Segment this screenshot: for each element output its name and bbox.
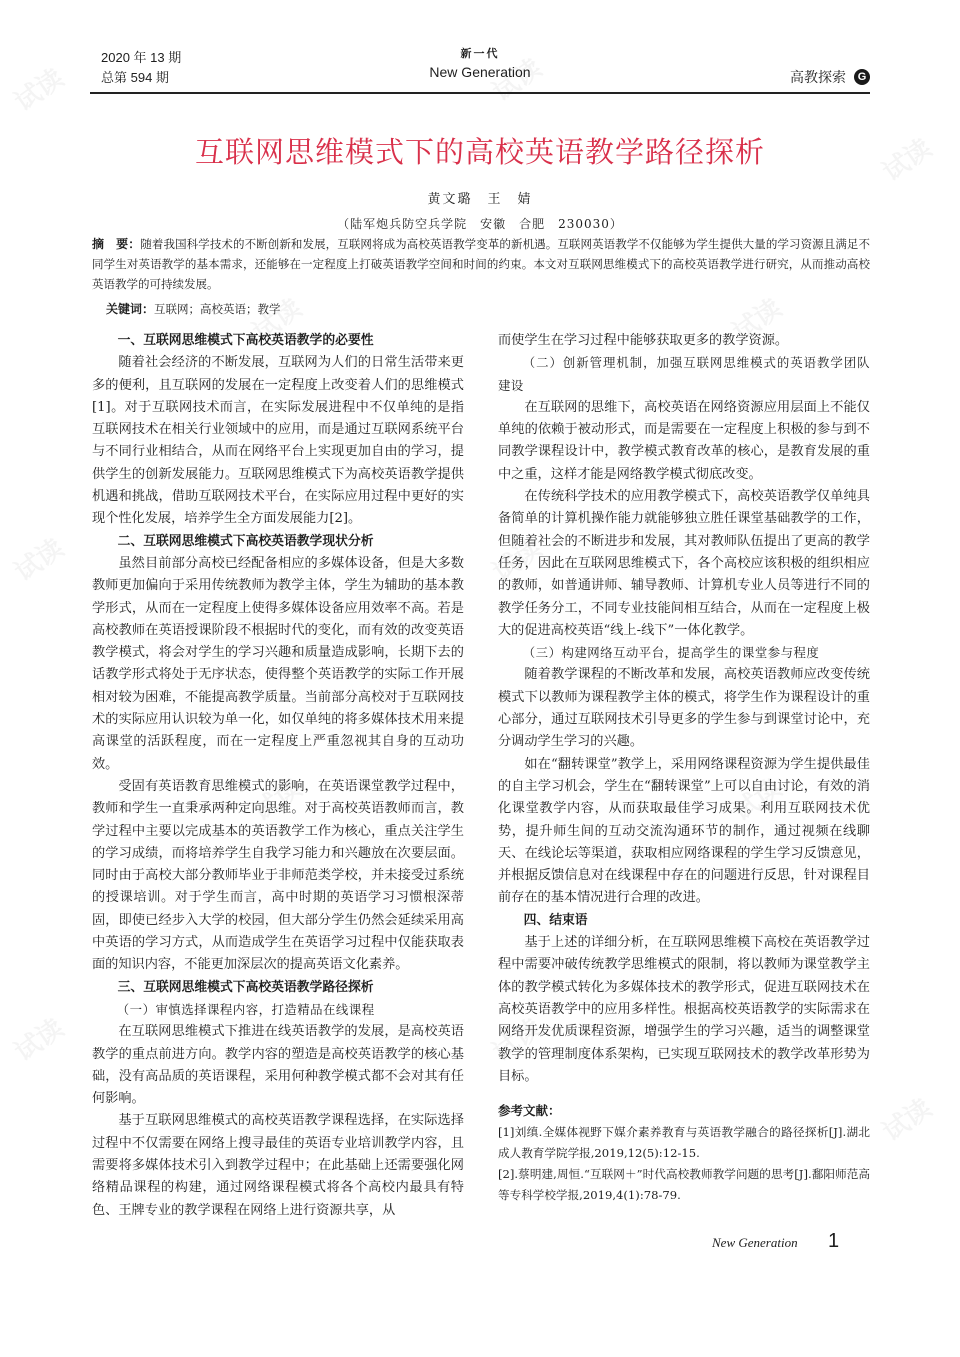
paragraph: 基于上述的详细分析，在互联网思维模下高校在英语教学过程中需要冲破传统教学思维模式的限制，将以教师为课堂教学主体的教学模式转化为多媒体技术的教学形式，促进互联网技术在高校英语教学中的应用多样性。根据高校英语教学的实际需求在网络开发优质课程资源，增强学生的学习兴趣，适当的调整课堂教学的管理制度体系架构，已实现互联网技术的教学改革形势为目标。	[498, 935, 870, 1084]
issue-info	[101, 48, 181, 88]
reference-item: [1]刘缜.全媒体视野下媒介素养教育与英语教学融合的路径探析[J].湖北成人教育学院学报,2019,12(5):12-15.	[498, 1125, 870, 1161]
section-name: 高教探索	[790, 69, 846, 85]
section-heading: 四、结束语	[523, 912, 588, 928]
paragraph: 如在“翻转课堂”教学上，采用网络课程资源为学生提供最佳的自主学习机会，学生在“翻转课堂”上可以自由讨论，有效的消化课堂教学内容，从而获取最佳学习成果。利用互联网技术优势，提升师生间的互动交流沟通环节的制作，通过视频在线聊天、在线论坛等渠道，获取相应网络课程的学生学习反馈意见，并根据反馈信息对在线课程中存在的问题进行反思，针对课程目前存在的基本情况进行合理的改进。	[498, 756, 870, 906]
journal-name-en: New Generation	[429, 64, 531, 80]
section-heading: 一、互联网思维模式下高校英语教学的必要性	[117, 333, 374, 348]
watermark	[874, 1088, 938, 1148]
subsection-heading: （三）构建网络互动平台，提高学生的课堂参与程度	[522, 645, 820, 661]
watermark	[6, 58, 70, 118]
journal-name-cn: 新一代	[460, 47, 500, 60]
header-divider	[90, 92, 870, 94]
total-issue-number: 总第 594 期	[101, 70, 169, 85]
section-g-icon: G	[854, 69, 870, 85]
paragraph: 虽然目前部分高校已经配备相应的多媒体设备，但是大多数教师更加偏向于采用传统教师为教学主体，学生为辅助的基本教学形式，从而在一定程度上使得多媒体设备应用效率不高。若是高校教师在英语授课阶段不根据时代的变化，而有效的改变英语教学模式，将会对学生的学习兴趣和质量造成影响，长期下去的话教学形式将处于无序状态，使得整个英语教学的实际工作开展相对较为困难，不能提高教学质量。当前部分高校对于互联网技术的实际应用认识较为单一化，如仅单纯的将多媒体技术用来提高课堂的活跃程度，而在一定程度上严重忽视其自身的互动功效。	[92, 555, 464, 772]
paragraph-continued: 而使学生在学习过程中能够获取更多的教学资源。	[498, 333, 789, 348]
abstract-text: 随着我国科学技术的不断创新和发展，互联网将成为高校英语教学变革的新机遇。互联网英语教学不仅能够为学生提供大量的学习资源且满足不同学生对英语教学的基本需求，还能够在一定程度上打破英语教学空间和时间的约束。本文对互联网思维模式下的高校英语教学进行研究，从而推动高校英语教学的可持续发展。	[92, 237, 870, 291]
watermark	[6, 528, 70, 588]
paragraph: 在互联网思维模式下推进在线英语教学的发展，是高校英语教学的重点前进方向。教学内容的塑造是高校英语教学的核心基础，没有高品质的英语课程，采用何种教学模式都不会对其有任何影响。	[92, 1024, 464, 1107]
issue-number: 2020 年 13 期	[101, 50, 182, 65]
watermark	[874, 128, 938, 188]
paragraph: 随着教学课程的不断改革和发展，高校英语教师应改变传统模式下以教师为课程教学主体的模式，将学生作为课程设计的重心部分，通过互联网技术引导更多的学生参与到课堂讨论中，充分调动学生学习的兴趣。	[498, 667, 870, 750]
journal-name	[380, 46, 580, 82]
paragraph: 在互联网的思维下，高校英语在网络资源应用层面上不能仅单纯的依赖于被动形式，而是需要在一定程度上积极的参与到不同教学课程设计中，教学模式教育改革的核心，是教育发展的重中之重，这样才能是网络教学模式彻底改变。	[498, 399, 870, 482]
subsection-heading: （二）创新管理机制，加强互联网思维模式的英语教学团队建设	[498, 355, 870, 393]
references-heading: 参考文献：	[498, 1103, 561, 1119]
keywords-text: 互联网；高校英语；教学	[154, 302, 281, 316]
abstract-label: 摘 要：	[92, 237, 141, 251]
paragraph: 基于互联网思维模式的高校英语教学课程选择，在实际选择过程中不仅需要在网络上搜寻最佳的英语专业培训教学内容，且需要将多媒体技术引入到教学过程中；在此基础上还需要强化网络精品课程的构建，通过网络课程模式将各个高校内最具有特色、王牌专业的教学课程在网络上进行资源共享，从	[92, 1113, 464, 1218]
article-authors: 黄文璐 王 婧	[427, 192, 533, 207]
article-title: 互联网思维模式下的高校英语教学路径探析	[194, 135, 765, 169]
keywords	[106, 299, 281, 319]
article-affiliation: （陆军炮兵防空兵学院 安徽 合肥 230030）	[337, 217, 623, 231]
keywords-label: 关键词：	[106, 302, 155, 316]
subsection-heading: （一）审慎选择课程内容，打造精品在线课程	[116, 1001, 375, 1017]
paragraph: 随着社会经济的不断发展，互联网为人们的日常生活带来更多的便利，且互联网的发展在一定程度上改变着人们的思维模式[1]。对于互联网技术而言，在实际发展进程中不仅单纯的是指互联网技术在相关行业领域中的应用，而是通过互联网系统平台与不同行业相结合，从而在网络平台上实现更加自由的学习，提供学生的创新发展能力。互联网思维模式下为高校英语教学提供机遇和挑战，借助互联网技术平台，在实际应用过程中更好的实现个性化发展，培养学生全方面发展能力[2]。	[92, 355, 464, 527]
reference-item: [2].蔡明建,周恒.“互联网＋”时代高校教师教学问题的思考[J].鄱阳师范高等专科学校学报,2019,4(1):78-79.	[498, 1167, 870, 1203]
paragraph: 受固有英语教育思维模式的影响，在英语课堂教学过程中，教师和学生一直秉承两种定向思维。对于高校英语教师而言，教学过程中主要以完成基本的英语教学工作为核心，重点关注学生的学习成绩，而将培养学生自我学习能力和兴趣放在次要层面。同时由于高校大部分教师毕业于非师范类学校，并未接受过系统的授课培训。对于学生而言，高中时期的英语学习习惯根深蒂固，即使已经步入大学的校园，但大部分学生仍然会延续采用高中英语的学习方式，从而造成学生在英语学习过程中仅能获取表面的知识内容，不能更加深层次的提高英语文化素养。	[92, 778, 464, 973]
left-column	[92, 330, 464, 1222]
section-label	[790, 67, 870, 87]
paragraph: 在传统科学技术的应用教学模式下，高校英语教学仅单纯具备简单的计算机操作能力就能够独立胜任课堂基础教学的工作，但随着社会的不断进步和发展，其对教师队伍提出了更高的教学任务，因此在互联网思维模式下，各个高校应该积极的组织相应的教师，如普通讲师、辅导教师、计算机专业人员等进行不同的教学任务分工，不同专业技能间相互结合，从而在一定程度上极大的促进高校英语“线上-线下”一体化教学。	[498, 489, 870, 638]
section-heading: 二、互联网思维模式下高校英语教学现状分析	[117, 533, 374, 549]
page-number: 1	[828, 1230, 840, 1252]
abstract	[92, 234, 870, 294]
footer-journal-name: New Generation	[712, 1235, 798, 1250]
watermark	[6, 1008, 70, 1068]
section-heading: 三、互联网思维模式下高校英语教学路径探析	[117, 979, 374, 995]
right-column	[498, 330, 870, 1206]
